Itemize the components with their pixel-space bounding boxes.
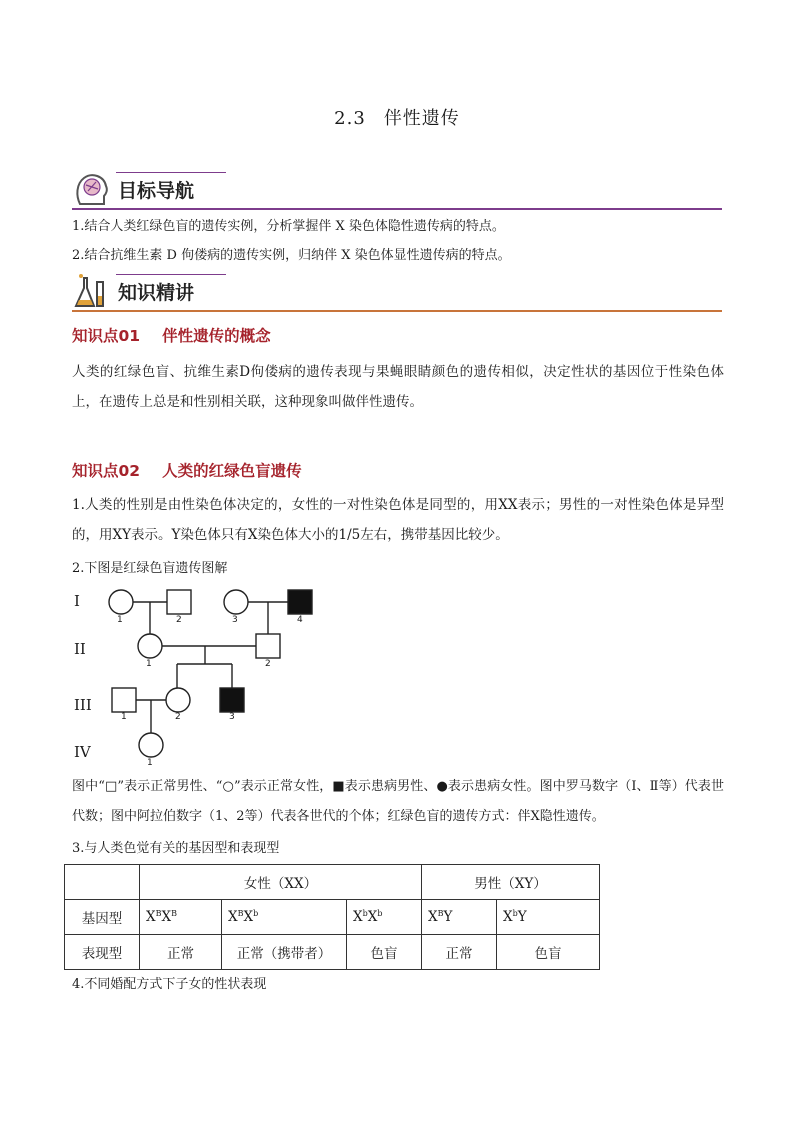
page-title bbox=[0, 104, 794, 130]
male-header: 男性（XY） bbox=[422, 865, 600, 900]
lab-flask-icon bbox=[72, 272, 112, 312]
individual-I-1: 1 bbox=[117, 615, 123, 625]
title-text: 伴性遗传 bbox=[383, 108, 460, 129]
individual-II-1: 1 bbox=[146, 659, 152, 669]
goal-2: 2.结合抗维生素 D 佝偻病的遗传实例，归纳伴 X 染色体显性遗传病的特点。 bbox=[72, 248, 511, 263]
kp1-title: 伴性遗传的概念 bbox=[162, 327, 271, 345]
individual-II-2: 2 bbox=[265, 659, 271, 669]
individual-I-3: 3 bbox=[232, 615, 238, 625]
individual-III-3: 3 bbox=[229, 712, 235, 722]
genotype-cell: $X^bY$ bbox=[497, 900, 600, 935]
pedigree-normal-female bbox=[224, 590, 248, 614]
table-header-row bbox=[65, 865, 600, 900]
genotype-cell: $X^BY$ bbox=[422, 900, 497, 935]
kp2-title: 人类的红绿色盲遗传 bbox=[162, 462, 302, 480]
pedigree-normal-female bbox=[166, 688, 190, 712]
genotype-cell: $X^BX^B$ bbox=[140, 900, 222, 935]
genotype-cell: $X^bX^b$ bbox=[347, 900, 422, 935]
table-corner-cell bbox=[65, 865, 140, 900]
individual-III-2: 2 bbox=[175, 712, 181, 722]
pedigree-normal-male bbox=[112, 688, 136, 712]
row-label-phenotype: 表现型 bbox=[65, 935, 140, 970]
pedigree-affected-male bbox=[220, 688, 244, 712]
kp2-paragraph-2: 2.下图是红绿色盲遗传图解 bbox=[72, 561, 228, 576]
generation-label-2: II bbox=[74, 640, 86, 658]
kp2-heading bbox=[72, 459, 302, 481]
phenotype-cell: 色盲 bbox=[497, 935, 600, 970]
pedigree-normal-male bbox=[256, 634, 280, 658]
phenotype-cell: 正常 bbox=[422, 935, 497, 970]
generation-label-3: III bbox=[74, 696, 92, 714]
pedigree-normal-female bbox=[109, 590, 133, 614]
genotype-cell: $X^BX^b$ bbox=[222, 900, 347, 935]
pedigree-normal-male bbox=[167, 590, 191, 614]
section-label-knowledge: 知识精讲 bbox=[118, 282, 195, 304]
table-row-genotype bbox=[65, 900, 600, 935]
pedigree-legend: 图中“□”表示正常男性、“○”表示正常女性，■表示患病男性、●表示患病女性。图中罗马数字（Ⅰ、Ⅱ等）代表世代数；图中阿拉伯数字（1、2等）代表各世代的个体；红绿色盲的遗传方式：伴X隐性遗传。 bbox=[72, 779, 724, 824]
phenotype-cell: 正常（携带者） bbox=[222, 935, 347, 970]
pedigree-affected-male bbox=[288, 590, 312, 614]
genotype-table bbox=[64, 864, 600, 970]
kp1-text: 人类的红绿色盲、抗维生素D佝偻病的遗传表现与果蝇眼睛颜色的遗传相似，决定性状的基因位于性染色体上，在遗传上总是和性别相关联，这种现象叫做伴性遗传。 bbox=[72, 364, 724, 410]
female-header: 女性（XX） bbox=[140, 865, 422, 900]
goal-1: 1.结合人类红绿色盲的遗传实例，分析掌握伴 X 染色体隐性遗传病的特点。 bbox=[72, 219, 505, 234]
pedigree-normal-female bbox=[139, 733, 163, 757]
individual-I-2: 2 bbox=[176, 615, 182, 625]
phenotype-cell: 正常 bbox=[140, 935, 222, 970]
individual-III-1: 1 bbox=[121, 712, 127, 722]
kp2-paragraph-1: 1.人类的性别是由性染色体决定的，女性的一对性染色体是同型的，用XX表示；男性的一对性染色体是异型的，用XY表示。Y染色体只有X染色体大小的1/5左右，携带基因比较少。 bbox=[72, 497, 724, 543]
pedigree-normal-female bbox=[138, 634, 162, 658]
kp2-paragraph-4: 4.不同婚配方式下子女的性状表现 bbox=[72, 977, 267, 992]
section-header-knowledge bbox=[72, 272, 722, 312]
table-row-phenotype bbox=[65, 935, 600, 970]
title-number: 2.3 bbox=[334, 108, 366, 129]
individual-I-4: 4 bbox=[297, 615, 303, 625]
section-header-goals bbox=[72, 170, 722, 210]
kp2-number: 知识点02 bbox=[72, 462, 141, 480]
kp2-paragraph-3: 3.与人类色觉有关的基因型和表现型 bbox=[72, 841, 280, 856]
generation-label-1: I bbox=[74, 592, 80, 610]
individual-IV-1: 1 bbox=[147, 758, 153, 768]
generation-label-4: IV bbox=[74, 743, 91, 761]
kp1-heading bbox=[72, 324, 271, 346]
phenotype-cell: 色盲 bbox=[347, 935, 422, 970]
row-label-genotype: 基因型 bbox=[65, 900, 140, 935]
kp1-number: 知识点01 bbox=[72, 327, 141, 345]
brain-icon bbox=[72, 170, 112, 210]
section-label-goals: 目标导航 bbox=[118, 180, 195, 202]
